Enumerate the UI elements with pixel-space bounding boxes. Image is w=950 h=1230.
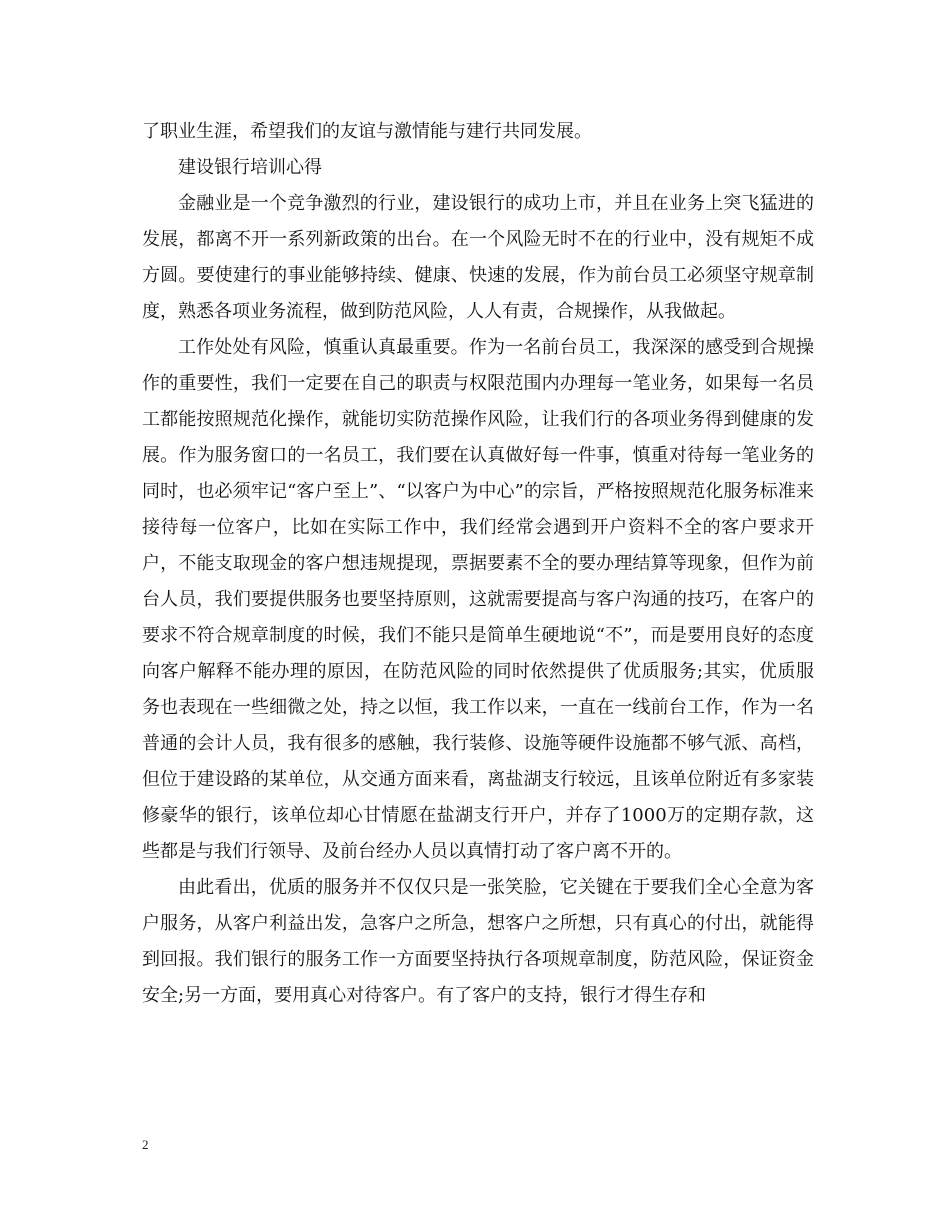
page-number: 2 — [142, 1137, 149, 1152]
paragraph-service: 由此看出，优质的服务并不仅仅只是一张笑脸，它关键在于要我们全心全意为客户服务，从客户利益出发，急客户之所急，想客户之所想，只有真心的付出，就能得到回报。我们银行的服务工作一方面要坚持执行各项规章制度，防范风险，保证资金安全;另一方面，要用真心对待客户。有了客户的支持，银行才得生存和 — [142, 877, 814, 1006]
body-text — [142, 114, 814, 1014]
paragraph-continuation: 了职业生涯，希望我们的友谊与激情能与建行共同发展。 — [142, 121, 592, 142]
paragraph-risk: 工作处处有风险，慎重认真最重要。作为一名前台员工，我深深的感受到合规操作的重要性，我们一定要在自己的职责与权限范围内办理每一笔业务，如果每一名员工都能按照规范化操作，就能切实防范操作风险，让我们行的各项业务得到健康的发展。作为服务窗口的一名员工，我们要在认真做好每一件事，慎重对待每一笔业务的同时，也必须牢记“客户至上”、“以客户为中心”的宗旨，严格按照规范化服务标准来接待每一位客户，比如在实际工作中，我们经常会遇到开户资料不全的客户要求开户，不能支取现金的客户想违规提现，票据要素不全的要办理结算等现象，但作为前台人员，我们要提供服务也要坚持原则，这就需要提高与客户沟通的技巧，在客户的要求不符合规章制度的时候，我们不能只是简单生硬地说“不”，而是要用良好的态度向客户解释不能办理的原因，在防范风险的同时依然提供了优质服务;其实，优质服务也表现在一些细微之处，持之以恒，我工作以来，一直在一线前台工作，作为一名普通的会计人员，我有很多的感触，我行装修、设施等硬件设施都不够气派、高档，但位于建设路的某单位，从交通方面来看，离盐湖支行较远，且该单位附近有多家装修豪华的银行，该单位却心甘情愿在盐湖支行开户，并存了1000万的定期存款，这些都是与我们行领导、及前台经办人员以真情打动了客户离不开的。 — [142, 337, 814, 862]
paragraph-intro: 金融业是一个竞争激烈的行业，建设银行的成功上市，并且在业务上突飞猛进的发展，都离不开一系列新政策的出台。在一个风险无时不在的行业中，没有规矩不成方圆。要使建行的事业能够持续、健康、快速的发展，作为前台员工必须坚守规章制度，熟悉各项业务流程，做到防范风险，人人有责，合规操作，从我做起。 — [142, 193, 814, 322]
section-heading: 建设银行培训心得 — [178, 157, 322, 178]
